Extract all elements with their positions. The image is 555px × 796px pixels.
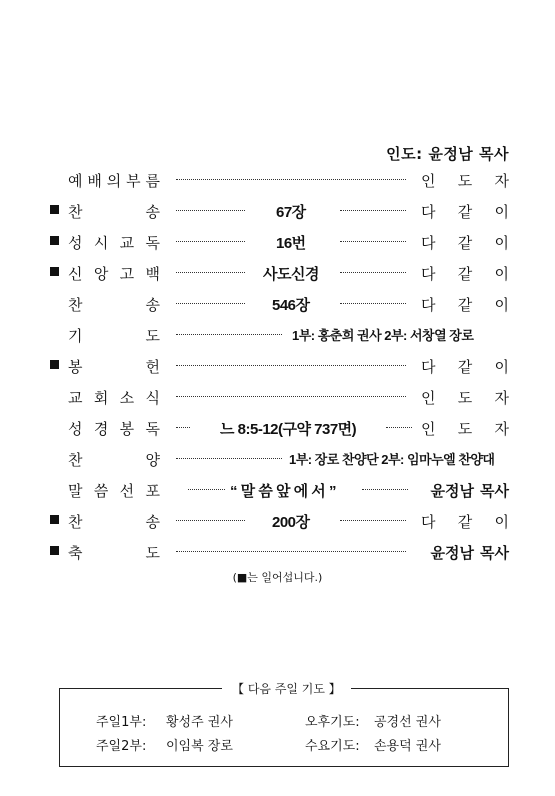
item-leader-word: 같 [457,296,473,314]
item-leader [421,232,509,253]
item-detail: 200장 [272,514,310,531]
worship-row [0,263,555,285]
item-label-char: 소 [119,389,135,407]
dotted-leader [340,520,406,521]
item-label-char: 식 [145,389,160,407]
item-leader-word: 이 [494,234,509,252]
item-label-char: 축 [68,544,83,562]
item-leader-word: 같 [457,358,473,376]
item-label [68,542,160,563]
item-leader [421,170,509,191]
item-label-char: 송 [145,296,160,314]
dotted-leader [340,241,406,242]
standing-marker-icon [50,267,59,276]
item-leader [421,387,509,408]
worship-row [0,356,555,378]
dotted-leader [176,520,245,521]
prayer-name: 황성주 권사 [166,715,233,730]
item-leader [421,201,509,222]
next-week-prayer-title: 【 다음 주일 기도 】 [222,680,351,697]
item-leader-word: 다 [421,358,436,376]
item-label-char: 포 [145,482,160,500]
item-detail: 1부: 홍춘희 권사 2부: 서창열 장로 [292,328,474,343]
item-detail: 1부: 장로 찬양단 2부: 임마누엘 찬양대 [289,452,495,467]
item-leader-word: 인 [421,389,436,407]
standing-note: (■는 일어섭니다.) [232,571,323,584]
item-leader-word: 다 [421,513,436,531]
dotted-leader [340,303,406,304]
dotted-leader [176,241,245,242]
item-label [68,480,160,501]
item-leader-word: 자 [494,389,509,407]
dotted-leader [176,179,406,180]
item-leader-word: 인 [421,420,436,438]
item-leader-word: 다 [421,203,436,221]
dotted-leader [176,303,245,304]
item-leader-word: 같 [457,234,473,252]
item-label-char: 송 [145,513,160,531]
dotted-leader [176,272,245,273]
item-label [68,356,160,377]
item-label-char: 배 [87,172,102,190]
dotted-leader [176,396,406,397]
item-leader [421,542,509,563]
dotted-leader [176,210,245,211]
item-leader [421,418,509,439]
prayer-name: 이임복 장로 [166,739,233,754]
worship-row [0,542,555,564]
item-label-char: 선 [119,482,135,500]
item-label [68,263,160,284]
worship-row [0,325,555,347]
item-label-char: 봉 [68,358,83,376]
item-detail: 느 8:5-12(구약 737면) [220,421,357,438]
item-leader-word: 도 [457,389,473,407]
item-label [68,387,160,408]
item-label-char: 독 [145,234,160,252]
item-label-char: 봉 [119,420,135,438]
prayer-name: 손용덕 권사 [374,739,441,754]
worship-row [0,201,555,223]
item-label [68,449,160,470]
standing-marker-icon [50,515,59,524]
worship-row [0,387,555,409]
item-leader [421,294,509,315]
item-label-char: 경 [93,420,109,438]
worship-row [0,480,555,502]
item-leader-word: 도 [457,172,473,190]
item-label-char: 독 [145,420,160,438]
dotted-leader [176,458,282,459]
item-label-char: 찬 [68,513,83,531]
item-label [68,294,160,315]
prayer-label: 주일2부: [96,739,147,754]
item-label-char: 양 [145,451,160,469]
item-leader-word: 목사 [480,482,509,500]
prayer-label: 오후기도: [305,715,360,730]
dotted-leader [176,551,406,552]
item-leader-word: 자 [494,420,509,438]
prayer-name: 공경선 권사 [374,715,441,730]
item-leader-word: 이 [494,265,509,283]
item-label-char: 찬 [68,296,83,314]
standing-marker-icon [50,236,59,245]
worship-row [0,511,555,533]
item-label-char: 헌 [145,358,160,376]
item-label-char: 찬 [68,203,83,221]
item-label-char: 부 [126,172,141,190]
item-detail: 사도신경 [263,266,319,283]
item-leader-word: 이 [494,203,509,221]
item-leader-word: 이 [494,296,509,314]
item-label-char: 신 [68,265,83,283]
item-label-char: 의 [106,172,122,190]
dotted-leader [176,334,282,335]
standing-marker-icon [50,360,59,369]
item-label [68,232,160,253]
item-label-char: 성 [68,420,83,438]
item-leader-word: 윤정남 [430,544,475,562]
item-label-char: 도 [145,327,160,345]
item-leader-word: 이 [494,513,509,531]
service-leader: 인도: 윤정남 목사 [386,145,509,163]
item-label-char: 기 [68,327,83,345]
item-leader-word: 도 [457,420,473,438]
item-leader-word: 같 [457,265,473,283]
item-label-char: 시 [93,234,109,252]
item-leader-word: 자 [494,172,509,190]
dotted-leader [176,427,190,428]
dotted-leader [340,210,406,211]
item-leader-word: 목사 [480,544,509,562]
item-label-char: 백 [145,265,160,283]
item-detail: 67장 [276,204,306,221]
item-leader-word: 다 [421,296,436,314]
item-label-char: 말 [68,482,83,500]
item-label [68,418,160,439]
item-label-char: 교 [68,389,83,407]
worship-row [0,232,555,254]
item-detail: 546장 [272,297,310,314]
item-leader-word: 인 [421,172,436,190]
dotted-leader [176,365,406,366]
item-label-char: 름 [145,172,160,190]
item-leader [421,480,509,501]
dotted-leader [188,489,225,490]
item-leader-word: 다 [421,265,436,283]
item-leader [421,356,509,377]
item-label [68,325,160,346]
item-label-char: 찬 [68,451,83,469]
item-leader [421,511,509,532]
dotted-leader [386,427,412,428]
item-label-char: 씀 [93,482,109,500]
item-label-char: 회 [93,389,109,407]
prayer-label: 수요기도: [305,739,360,754]
item-leader-word: 이 [494,358,509,376]
dotted-leader [340,272,406,273]
worship-row [0,418,555,440]
item-label [68,511,160,532]
item-label-char: 예 [68,172,83,190]
item-detail: 16번 [276,235,306,252]
worship-row [0,449,555,471]
item-detail: “ 말 씀 앞 에 서 ” [230,483,336,500]
item-label-char: 도 [145,544,160,562]
prayer-label: 주일1부: [96,715,147,730]
item-label-char: 고 [119,265,135,283]
item-leader [421,263,509,284]
item-label-char: 교 [119,234,135,252]
worship-row [0,294,555,316]
item-leader-word: 윤정남 [430,482,475,500]
dotted-leader [362,489,408,490]
item-label [68,170,160,191]
item-leader-word: 같 [457,203,473,221]
item-leader-word: 다 [421,234,436,252]
item-label-char: 앙 [93,265,109,283]
standing-marker-icon [50,546,59,555]
standing-marker-icon [50,205,59,214]
worship-row [0,170,555,192]
item-label-char: 송 [145,203,160,221]
item-leader-word: 같 [457,513,473,531]
item-label-char: 성 [68,234,83,252]
item-label [68,201,160,222]
